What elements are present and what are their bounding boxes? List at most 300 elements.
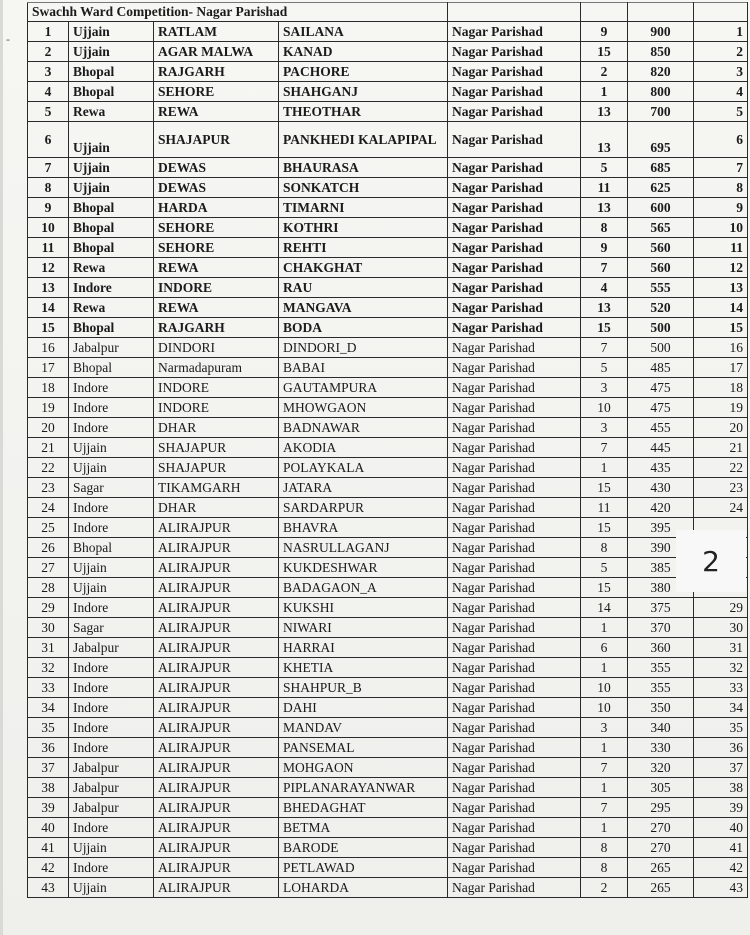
division-cell: Indore [69,678,154,698]
town-cell: BABAI [279,358,448,378]
district-cell: INDORE [154,278,279,298]
division-cell: Ujjain [69,178,154,198]
serial-number-cell: 4 [28,82,69,102]
division-cell: Bhopal [69,238,154,258]
rank-cell: 39 [694,798,748,818]
table-row [28,22,748,42]
serial-number-cell: 6 [28,122,69,158]
town-cell: MANGAVA [279,298,448,318]
town-cell: BODA [279,318,448,338]
category-cell: Nagar Parishad [448,418,581,438]
table-row [28,478,748,498]
serial-number-cell: 20 [28,418,69,438]
town-cell: NASRULLAGANJ [279,538,448,558]
town-cell: CHAKGHAT [279,258,448,278]
district-cell: RATLAM [154,22,279,42]
table-row [28,798,748,818]
points-cell: 555 [628,278,694,298]
category-cell: Nagar Parishad [448,718,581,738]
page-number-badge: 2 [676,530,746,592]
division-cell: Bhopal [69,538,154,558]
wards-cell: 15 [581,518,628,538]
serial-number-cell: 7 [28,158,69,178]
town-cell: DAHI [279,698,448,718]
division-cell: Bhopal [69,218,154,238]
rank-cell: 36 [694,738,748,758]
points-cell: 370 [628,618,694,638]
points-cell: 360 [628,638,694,658]
division-cell: Indore [69,818,154,838]
district-cell: ALIRAJPUR [154,878,279,898]
town-cell: SONKATCH [279,178,448,198]
town-cell: TIMARNI [279,198,448,218]
district-cell: REWA [154,102,279,122]
town-cell: BADAGAON_A [279,578,448,598]
serial-number-cell: 19 [28,398,69,418]
table-row [28,818,748,838]
district-cell: REWA [154,298,279,318]
points-cell: 350 [628,698,694,718]
division-cell: Ujjain [69,458,154,478]
wards-cell: 3 [581,378,628,398]
district-cell: ALIRAJPUR [154,858,279,878]
table-row [28,518,748,538]
rank-cell: 23 [694,478,748,498]
rank-cell: 16 [694,338,748,358]
points-cell: 600 [628,198,694,218]
district-cell: ALIRAJPUR [154,718,279,738]
serial-number-cell: 17 [28,358,69,378]
rank-cell: 19 [694,398,748,418]
table-row [28,42,748,62]
table-row [28,778,748,798]
points-cell: 430 [628,478,694,498]
serial-number-cell: 32 [28,658,69,678]
town-cell: GAUTAMPURA [279,378,448,398]
points-cell: 625 [628,178,694,198]
points-cell: 695 [628,122,694,158]
title-empty-cell [448,3,581,22]
points-cell: 375 [628,598,694,618]
wards-cell: 6 [581,638,628,658]
rank-cell: 7 [694,158,748,178]
town-cell: KOTHRI [279,218,448,238]
points-cell: 295 [628,798,694,818]
district-cell: ALIRAJPUR [154,578,279,598]
district-cell: ALIRAJPUR [154,598,279,618]
district-cell: DEWAS [154,158,279,178]
district-cell: ALIRAJPUR [154,658,279,678]
wards-cell: 5 [581,358,628,378]
table-row [28,418,748,438]
district-cell: ALIRAJPUR [154,618,279,638]
division-cell: Jabalpur [69,798,154,818]
wards-cell: 9 [581,22,628,42]
category-cell: Nagar Parishad [448,578,581,598]
rank-cell: 15 [694,318,748,338]
rank-cell: 20 [694,418,748,438]
serial-number-cell: 42 [28,858,69,878]
division-cell: Indore [69,398,154,418]
division-cell: Indore [69,598,154,618]
table-row [28,498,748,518]
division-cell: Indore [69,738,154,758]
division-cell: Ujjain [69,122,154,158]
points-cell: 520 [628,298,694,318]
town-cell: BARODE [279,838,448,858]
town-cell: MOHGAON [279,758,448,778]
wards-cell: 1 [581,458,628,478]
district-cell: AGAR MALWA [154,42,279,62]
division-cell: Indore [69,658,154,678]
points-cell: 700 [628,102,694,122]
wards-cell: 5 [581,558,628,578]
table-row [28,758,748,778]
points-cell: 390 [628,538,694,558]
category-cell: Nagar Parishad [448,858,581,878]
district-cell: DHAR [154,498,279,518]
district-cell: ALIRAJPUR [154,758,279,778]
category-cell: Nagar Parishad [448,678,581,698]
town-cell: KHETIA [279,658,448,678]
town-cell: PANSEMAL [279,738,448,758]
category-cell: Nagar Parishad [448,458,581,478]
points-cell: 330 [628,738,694,758]
wards-cell: 5 [581,158,628,178]
serial-number-cell: 15 [28,318,69,338]
category-cell: Nagar Parishad [448,838,581,858]
rank-cell: 17 [694,358,748,378]
division-cell: Ujjain [69,878,154,898]
division-cell: Ujjain [69,42,154,62]
category-cell: Nagar Parishad [448,218,581,238]
wards-cell: 11 [581,498,628,518]
serial-number-cell: 31 [28,638,69,658]
town-cell: KUKSHI [279,598,448,618]
wards-cell: 15 [581,318,628,338]
points-cell: 500 [628,318,694,338]
table-row [28,62,748,82]
category-cell: Nagar Parishad [448,818,581,838]
points-cell: 485 [628,358,694,378]
district-cell: DHAR [154,418,279,438]
rank-cell: 9 [694,198,748,218]
wards-cell: 2 [581,62,628,82]
wards-cell: 7 [581,258,628,278]
division-cell: Ujjain [69,22,154,42]
division-cell: Bhopal [69,62,154,82]
division-cell: Jabalpur [69,338,154,358]
rank-cell: 34 [694,698,748,718]
serial-number-cell: 16 [28,338,69,358]
category-cell: Nagar Parishad [448,358,581,378]
serial-number-cell: 8 [28,178,69,198]
rank-cell: 38 [694,778,748,798]
category-cell: Nagar Parishad [448,638,581,658]
category-cell: Nagar Parishad [448,498,581,518]
district-cell: ALIRAJPUR [154,698,279,718]
town-cell: KANAD [279,42,448,62]
division-cell: Rewa [69,102,154,122]
district-cell: ALIRAJPUR [154,538,279,558]
points-cell: 270 [628,838,694,858]
points-cell: 270 [628,818,694,838]
division-cell: Bhopal [69,358,154,378]
rank-cell: 2 [694,42,748,62]
rank-cell: 35 [694,718,748,738]
rank-cell: 6 [694,122,748,158]
category-cell: Nagar Parishad [448,338,581,358]
town-cell: BHAVRA [279,518,448,538]
division-cell: Jabalpur [69,758,154,778]
table-row [28,102,748,122]
category-cell: Nagar Parishad [448,318,581,338]
wards-cell: 9 [581,238,628,258]
rank-cell: 42 [694,858,748,878]
division-cell: Ujjain [69,578,154,598]
rank-cell: 8 [694,178,748,198]
table-row [28,838,748,858]
table-row [28,538,748,558]
category-cell: Nagar Parishad [448,178,581,198]
table-row [28,122,748,158]
table-row [28,618,748,638]
wards-cell: 1 [581,778,628,798]
points-cell: 560 [628,238,694,258]
rank-cell: 21 [694,438,748,458]
district-cell: INDORE [154,398,279,418]
points-cell: 445 [628,438,694,458]
district-cell: ALIRAJPUR [154,778,279,798]
district-cell: SEHORE [154,82,279,102]
division-cell: Ujjain [69,838,154,858]
town-cell: HARRAI [279,638,448,658]
district-cell: SEHORE [154,218,279,238]
table-row [28,178,748,198]
rank-cell: 10 [694,218,748,238]
category-cell: Nagar Parishad [448,238,581,258]
table-row [28,438,748,458]
rank-cell: 4 [694,82,748,102]
town-cell: SAILANA [279,22,448,42]
category-cell: Nagar Parishad [448,538,581,558]
town-cell: SARDARPUR [279,498,448,518]
division-cell: Indore [69,498,154,518]
rank-cell: 5 [694,102,748,122]
division-cell: Indore [69,518,154,538]
division-cell: Indore [69,378,154,398]
town-cell: SHAHPUR_B [279,678,448,698]
table-row [28,458,748,478]
serial-number-cell: 12 [28,258,69,278]
town-cell: BHEDAGHAT [279,798,448,818]
serial-number-cell: 10 [28,218,69,238]
category-cell: Nagar Parishad [448,778,581,798]
category-cell: Nagar Parishad [448,298,581,318]
category-cell: Nagar Parishad [448,122,581,158]
wards-cell: 3 [581,418,628,438]
town-cell: RAU [279,278,448,298]
serial-number-cell: 24 [28,498,69,518]
points-cell: 420 [628,498,694,518]
district-cell: SHAJAPUR [154,122,279,158]
points-cell: 340 [628,718,694,738]
category-cell: Nagar Parishad [448,198,581,218]
wards-cell: 7 [581,438,628,458]
division-cell: Indore [69,278,154,298]
division-cell: Indore [69,858,154,878]
points-cell: 380 [628,578,694,598]
title-empty-cell [581,3,628,22]
town-cell: BHAURASA [279,158,448,178]
district-cell: DEWAS [154,178,279,198]
serial-number-cell: 40 [28,818,69,838]
town-cell: THEOTHAR [279,102,448,122]
division-cell: Ujjain [69,558,154,578]
category-cell: Nagar Parishad [448,698,581,718]
table-row [28,598,748,618]
serial-number-cell: 34 [28,698,69,718]
division-cell: Sagar [69,478,154,498]
wards-cell: 8 [581,538,628,558]
district-cell: Narmadapuram [154,358,279,378]
division-cell: Bhopal [69,198,154,218]
rank-cell: 24 [694,498,748,518]
table-title-row [28,3,748,22]
town-cell: BADNAWAR [279,418,448,438]
division-cell: Ujjain [69,158,154,178]
points-cell: 500 [628,338,694,358]
points-cell: 850 [628,42,694,62]
wards-cell: 13 [581,198,628,218]
ranking-table [27,2,748,898]
wards-cell: 11 [581,178,628,198]
category-cell: Nagar Parishad [448,478,581,498]
points-cell: 685 [628,158,694,178]
town-cell: PACHORE [279,62,448,82]
rank-cell: 43 [694,878,748,898]
town-cell: BETMA [279,818,448,838]
rank-cell: 13 [694,278,748,298]
points-cell: 355 [628,678,694,698]
serial-number-cell: 5 [28,102,69,122]
wards-cell: 1 [581,818,628,838]
division-cell: Rewa [69,298,154,318]
table-row [28,358,748,378]
table-row [28,638,748,658]
wards-cell: 13 [581,102,628,122]
rank-cell: 30 [694,618,748,638]
serial-number-cell: 3 [28,62,69,82]
table-row [28,318,748,338]
serial-number-cell: 22 [28,458,69,478]
table-row [28,718,748,738]
district-cell: ALIRAJPUR [154,558,279,578]
points-cell: 355 [628,658,694,678]
table-row [28,558,748,578]
rank-cell: 3 [694,62,748,82]
points-cell: 265 [628,858,694,878]
town-cell: SHAHGANJ [279,82,448,102]
town-cell: KUKDESHWAR [279,558,448,578]
wards-cell: 7 [581,758,628,778]
table-row [28,82,748,102]
serial-number-cell: 18 [28,378,69,398]
points-cell: 435 [628,458,694,478]
category-cell: Nagar Parishad [448,278,581,298]
category-cell: Nagar Parishad [448,258,581,278]
serial-number-cell: 2 [28,42,69,62]
table-row [28,158,748,178]
rank-cell: 40 [694,818,748,838]
category-cell: Nagar Parishad [448,102,581,122]
wards-cell: 7 [581,798,628,818]
points-cell: 320 [628,758,694,778]
category-cell: Nagar Parishad [448,738,581,758]
wards-cell: 13 [581,298,628,318]
category-cell: Nagar Parishad [448,658,581,678]
wards-cell: 7 [581,338,628,358]
district-cell: ALIRAJPUR [154,738,279,758]
rank-cell: 31 [694,638,748,658]
town-cell: MHOWGAON [279,398,448,418]
serial-number-cell: 35 [28,718,69,738]
district-cell: SHAJAPUR [154,438,279,458]
rank-cell: 1 [694,22,748,42]
district-cell: ALIRAJPUR [154,518,279,538]
town-cell: PETLAWAD [279,858,448,878]
town-cell: JATARA [279,478,448,498]
table-row [28,378,748,398]
rank-cell: 14 [694,298,748,318]
division-cell: Jabalpur [69,778,154,798]
serial-number-cell: 25 [28,518,69,538]
table-row [28,218,748,238]
division-cell: Bhopal [69,318,154,338]
town-cell: LOHARDA [279,878,448,898]
table-row [28,258,748,278]
serial-number-cell: 26 [28,538,69,558]
town-cell: NIWARI [279,618,448,638]
points-cell: 565 [628,218,694,238]
serial-number-cell: 23 [28,478,69,498]
wards-cell: 15 [581,578,628,598]
division-cell: Indore [69,718,154,738]
division-cell: Rewa [69,258,154,278]
rank-cell: 37 [694,758,748,778]
wards-cell: 8 [581,838,628,858]
page-edge [0,0,3,935]
wards-cell: 1 [581,618,628,638]
town-cell: AKODIA [279,438,448,458]
table-row [28,698,748,718]
serial-number-cell: 30 [28,618,69,638]
wards-cell: 15 [581,478,628,498]
category-cell: Nagar Parishad [448,758,581,778]
points-cell: 455 [628,418,694,438]
town-cell: POLAYKALA [279,458,448,478]
division-cell: Ujjain [69,438,154,458]
serial-number-cell: 11 [28,238,69,258]
category-cell: Nagar Parishad [448,42,581,62]
serial-number-cell: 27 [28,558,69,578]
division-cell: Sagar [69,618,154,638]
table-row [28,238,748,258]
serial-number-cell: 33 [28,678,69,698]
table-row [28,198,748,218]
district-cell: TIKAMGARH [154,478,279,498]
wards-cell: 2 [581,878,628,898]
